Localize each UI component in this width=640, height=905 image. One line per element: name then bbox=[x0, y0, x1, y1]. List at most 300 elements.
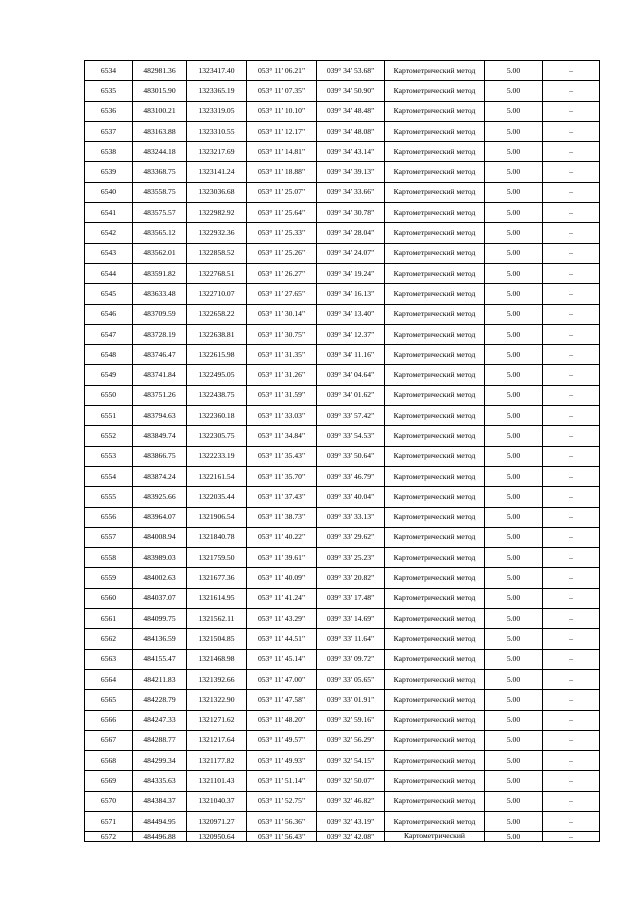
point-number-cell: 6546 bbox=[85, 304, 133, 324]
x-coordinate-cell: 483728.19 bbox=[133, 324, 187, 344]
longitude-cell: 039° 34' 28.04" bbox=[317, 223, 385, 243]
accuracy-cell: 5.00 bbox=[485, 527, 543, 547]
note-cell: – bbox=[543, 223, 600, 243]
y-coordinate-cell: 1323217.69 bbox=[187, 142, 247, 162]
latitude-cell: 053° 11' 49.57" bbox=[247, 730, 317, 750]
point-number-cell: 6552 bbox=[85, 426, 133, 446]
y-coordinate-cell: 1321562.11 bbox=[187, 609, 247, 629]
latitude-cell: 053° 11' 31.59" bbox=[247, 385, 317, 405]
y-coordinate-cell: 1322615.98 bbox=[187, 345, 247, 365]
y-coordinate-cell: 1323141.24 bbox=[187, 162, 247, 182]
accuracy-cell: 5.00 bbox=[485, 426, 543, 446]
note-cell: – bbox=[543, 142, 600, 162]
x-coordinate-cell: 483565.12 bbox=[133, 223, 187, 243]
method-cell: Картометрический метод bbox=[385, 162, 485, 182]
point-number-cell: 6567 bbox=[85, 730, 133, 750]
note-cell: – bbox=[543, 365, 600, 385]
y-coordinate-cell: 1322305.75 bbox=[187, 426, 247, 446]
point-number-cell: 6540 bbox=[85, 182, 133, 202]
table-row bbox=[85, 263, 600, 283]
accuracy-cell: 5.00 bbox=[485, 61, 543, 81]
point-number-cell: 6571 bbox=[85, 811, 133, 831]
table-row bbox=[85, 669, 600, 689]
table-row bbox=[85, 730, 600, 750]
note-cell: – bbox=[543, 466, 600, 486]
method-cell: Картометрический метод bbox=[385, 203, 485, 223]
method-cell: Картометрический метод bbox=[385, 568, 485, 588]
accuracy-cell: 5.00 bbox=[485, 243, 543, 263]
longitude-cell: 039° 34' 50.90" bbox=[317, 81, 385, 101]
point-number-cell: 6556 bbox=[85, 507, 133, 527]
y-coordinate-cell: 1321217.64 bbox=[187, 730, 247, 750]
note-cell: – bbox=[543, 385, 600, 405]
point-number-cell: 6572 bbox=[85, 832, 133, 842]
x-coordinate-cell: 483849.74 bbox=[133, 426, 187, 446]
longitude-cell: 039° 34' 12.37" bbox=[317, 324, 385, 344]
accuracy-cell: 5.00 bbox=[485, 832, 543, 842]
accuracy-cell: 5.00 bbox=[485, 791, 543, 811]
x-coordinate-cell: 483558.75 bbox=[133, 182, 187, 202]
accuracy-cell: 5.00 bbox=[485, 365, 543, 385]
note-cell: – bbox=[543, 832, 600, 842]
table-row bbox=[85, 588, 600, 608]
longitude-cell: 039° 34' 16.13" bbox=[317, 284, 385, 304]
note-cell: – bbox=[543, 426, 600, 446]
point-number-cell: 6536 bbox=[85, 101, 133, 121]
latitude-cell: 053° 11' 25.33" bbox=[247, 223, 317, 243]
point-number-cell: 6559 bbox=[85, 568, 133, 588]
latitude-cell: 053° 11' 27.65" bbox=[247, 284, 317, 304]
accuracy-cell: 5.00 bbox=[485, 568, 543, 588]
table-row bbox=[85, 791, 600, 811]
method-cell: Картометрический метод bbox=[385, 243, 485, 263]
table-row bbox=[85, 446, 600, 466]
point-number-cell: 6566 bbox=[85, 710, 133, 730]
x-coordinate-cell: 484211.83 bbox=[133, 669, 187, 689]
latitude-cell: 053° 11' 10.10" bbox=[247, 101, 317, 121]
y-coordinate-cell: 1321614.95 bbox=[187, 588, 247, 608]
note-cell: – bbox=[543, 162, 600, 182]
table-row bbox=[85, 426, 600, 446]
accuracy-cell: 5.00 bbox=[485, 385, 543, 405]
y-coordinate-cell: 1322233.19 bbox=[187, 446, 247, 466]
note-cell: – bbox=[543, 751, 600, 771]
table-row bbox=[85, 81, 600, 101]
note-cell: – bbox=[543, 487, 600, 507]
accuracy-cell: 5.00 bbox=[485, 446, 543, 466]
accuracy-cell: 5.00 bbox=[485, 101, 543, 121]
note-cell: – bbox=[543, 81, 600, 101]
table-row bbox=[85, 121, 600, 141]
y-coordinate-cell: 1322360.18 bbox=[187, 406, 247, 426]
method-cell: Картометрический метод bbox=[385, 629, 485, 649]
x-coordinate-cell: 483925.66 bbox=[133, 487, 187, 507]
latitude-cell: 053° 11' 49.93" bbox=[247, 751, 317, 771]
table-row bbox=[85, 243, 600, 263]
method-cell: Картометрический метод bbox=[385, 771, 485, 791]
longitude-cell: 039° 34' 43.14" bbox=[317, 142, 385, 162]
longitude-cell: 039° 34' 01.62" bbox=[317, 385, 385, 405]
longitude-cell: 039° 33' 54.53" bbox=[317, 426, 385, 446]
latitude-cell: 053° 11' 31.26" bbox=[247, 365, 317, 385]
longitude-cell: 039° 33' 46.79" bbox=[317, 466, 385, 486]
accuracy-cell: 5.00 bbox=[485, 81, 543, 101]
latitude-cell: 053° 11' 26.27" bbox=[247, 263, 317, 283]
method-cell: Картометрический метод bbox=[385, 284, 485, 304]
accuracy-cell: 5.00 bbox=[485, 548, 543, 568]
y-coordinate-cell: 1321759.50 bbox=[187, 548, 247, 568]
table-row bbox=[85, 568, 600, 588]
accuracy-cell: 5.00 bbox=[485, 751, 543, 771]
accuracy-cell: 5.00 bbox=[485, 690, 543, 710]
x-coordinate-cell: 483244.18 bbox=[133, 142, 187, 162]
note-cell: – bbox=[543, 690, 600, 710]
y-coordinate-cell: 1321040.37 bbox=[187, 791, 247, 811]
y-coordinate-cell: 1322161.54 bbox=[187, 466, 247, 486]
point-number-cell: 6550 bbox=[85, 385, 133, 405]
latitude-cell: 053° 11' 06.21" bbox=[247, 61, 317, 81]
point-number-cell: 6560 bbox=[85, 588, 133, 608]
x-coordinate-cell: 484136.59 bbox=[133, 629, 187, 649]
y-coordinate-cell: 1322495.05 bbox=[187, 365, 247, 385]
method-cell: Картометрический метод bbox=[385, 61, 485, 81]
point-number-cell: 6543 bbox=[85, 243, 133, 263]
x-coordinate-cell: 484299.34 bbox=[133, 751, 187, 771]
y-coordinate-cell: 1321677.36 bbox=[187, 568, 247, 588]
longitude-cell: 039° 33' 17.48" bbox=[317, 588, 385, 608]
point-number-cell: 6544 bbox=[85, 263, 133, 283]
method-cell: Картометрический метод bbox=[385, 588, 485, 608]
table-row bbox=[85, 548, 600, 568]
point-number-cell: 6561 bbox=[85, 609, 133, 629]
method-cell: Картометрический метод bbox=[385, 446, 485, 466]
point-number-cell: 6562 bbox=[85, 629, 133, 649]
y-coordinate-cell: 1322768.51 bbox=[187, 263, 247, 283]
latitude-cell: 053° 11' 33.03" bbox=[247, 406, 317, 426]
x-coordinate-cell: 484155.47 bbox=[133, 649, 187, 669]
y-coordinate-cell: 1323310.55 bbox=[187, 121, 247, 141]
accuracy-cell: 5.00 bbox=[485, 142, 543, 162]
method-cell: Картометрический метод bbox=[385, 507, 485, 527]
table-row bbox=[85, 811, 600, 831]
method-cell: Картометрический bbox=[385, 832, 485, 842]
point-number-cell: 6555 bbox=[85, 487, 133, 507]
y-coordinate-cell: 1321322.90 bbox=[187, 690, 247, 710]
x-coordinate-cell: 483874.24 bbox=[133, 466, 187, 486]
point-number-cell: 6547 bbox=[85, 324, 133, 344]
table-row bbox=[85, 223, 600, 243]
y-coordinate-cell: 1321101.43 bbox=[187, 771, 247, 791]
longitude-cell: 039° 33' 01.91" bbox=[317, 690, 385, 710]
point-number-cell: 6565 bbox=[85, 690, 133, 710]
latitude-cell: 053° 11' 48.20" bbox=[247, 710, 317, 730]
accuracy-cell: 5.00 bbox=[485, 466, 543, 486]
note-cell: – bbox=[543, 548, 600, 568]
longitude-cell: 039° 33' 57.42" bbox=[317, 406, 385, 426]
latitude-cell: 053° 11' 45.14" bbox=[247, 649, 317, 669]
note-cell: – bbox=[543, 811, 600, 831]
table-row bbox=[85, 527, 600, 547]
note-cell: – bbox=[543, 791, 600, 811]
point-number-cell: 6535 bbox=[85, 81, 133, 101]
table-row bbox=[85, 182, 600, 202]
latitude-cell: 053° 11' 47.58" bbox=[247, 690, 317, 710]
y-coordinate-cell: 1322710.07 bbox=[187, 284, 247, 304]
point-number-cell: 6545 bbox=[85, 284, 133, 304]
method-cell: Картометрический метод bbox=[385, 263, 485, 283]
table-row bbox=[85, 142, 600, 162]
point-number-cell: 6558 bbox=[85, 548, 133, 568]
coordinates-table bbox=[84, 60, 600, 842]
latitude-cell: 053° 11' 37.43" bbox=[247, 487, 317, 507]
table-row bbox=[85, 751, 600, 771]
y-coordinate-cell: 1322035.44 bbox=[187, 487, 247, 507]
accuracy-cell: 5.00 bbox=[485, 487, 543, 507]
x-coordinate-cell: 484247.33 bbox=[133, 710, 187, 730]
table-row bbox=[85, 304, 600, 324]
method-cell: Картометрический метод bbox=[385, 487, 485, 507]
method-cell: Картометрический метод bbox=[385, 304, 485, 324]
point-number-cell: 6557 bbox=[85, 527, 133, 547]
method-cell: Картометрический метод bbox=[385, 548, 485, 568]
accuracy-cell: 5.00 bbox=[485, 771, 543, 791]
y-coordinate-cell: 1323036.68 bbox=[187, 182, 247, 202]
note-cell: – bbox=[543, 304, 600, 324]
note-cell: – bbox=[543, 182, 600, 202]
table-body bbox=[85, 61, 600, 842]
y-coordinate-cell: 1320971.27 bbox=[187, 811, 247, 831]
longitude-cell: 039° 32' 50.07" bbox=[317, 771, 385, 791]
method-cell: Картометрический метод bbox=[385, 710, 485, 730]
latitude-cell: 053° 11' 30.75" bbox=[247, 324, 317, 344]
point-number-cell: 6551 bbox=[85, 406, 133, 426]
x-coordinate-cell: 483633.48 bbox=[133, 284, 187, 304]
latitude-cell: 053° 11' 38.73" bbox=[247, 507, 317, 527]
longitude-cell: 039° 34' 11.16" bbox=[317, 345, 385, 365]
y-coordinate-cell: 1323365.19 bbox=[187, 81, 247, 101]
method-cell: Картометрический метод bbox=[385, 365, 485, 385]
y-coordinate-cell: 1321840.78 bbox=[187, 527, 247, 547]
longitude-cell: 039° 34' 48.08" bbox=[317, 121, 385, 141]
accuracy-cell: 5.00 bbox=[485, 263, 543, 283]
y-coordinate-cell: 1321177.82 bbox=[187, 751, 247, 771]
x-coordinate-cell: 483751.26 bbox=[133, 385, 187, 405]
point-number-cell: 6549 bbox=[85, 365, 133, 385]
accuracy-cell: 5.00 bbox=[485, 203, 543, 223]
longitude-cell: 039° 33' 50.64" bbox=[317, 446, 385, 466]
x-coordinate-cell: 484288.77 bbox=[133, 730, 187, 750]
y-coordinate-cell: 1323417.40 bbox=[187, 61, 247, 81]
table-row bbox=[85, 649, 600, 669]
accuracy-cell: 5.00 bbox=[485, 284, 543, 304]
latitude-cell: 053° 11' 25.26" bbox=[247, 243, 317, 263]
note-cell: – bbox=[543, 568, 600, 588]
x-coordinate-cell: 484037.07 bbox=[133, 588, 187, 608]
latitude-cell: 053° 11' 25.07" bbox=[247, 182, 317, 202]
latitude-cell: 053° 11' 52.75" bbox=[247, 791, 317, 811]
table-row bbox=[85, 324, 600, 344]
table-row bbox=[85, 284, 600, 304]
accuracy-cell: 5.00 bbox=[485, 345, 543, 365]
table-row bbox=[85, 345, 600, 365]
longitude-cell: 039° 34' 53.68" bbox=[317, 61, 385, 81]
note-cell: – bbox=[543, 101, 600, 121]
y-coordinate-cell: 1321392.66 bbox=[187, 669, 247, 689]
note-cell: – bbox=[543, 446, 600, 466]
point-number-cell: 6568 bbox=[85, 751, 133, 771]
x-coordinate-cell: 484335.63 bbox=[133, 771, 187, 791]
longitude-cell: 039° 32' 43.19" bbox=[317, 811, 385, 831]
note-cell: – bbox=[543, 710, 600, 730]
accuracy-cell: 5.00 bbox=[485, 121, 543, 141]
note-cell: – bbox=[543, 771, 600, 791]
x-coordinate-cell: 483591.82 bbox=[133, 263, 187, 283]
latitude-cell: 053° 11' 34.84" bbox=[247, 426, 317, 446]
latitude-cell: 053° 11' 40.09" bbox=[247, 568, 317, 588]
accuracy-cell: 5.00 bbox=[485, 507, 543, 527]
table-row bbox=[85, 690, 600, 710]
point-number-cell: 6541 bbox=[85, 203, 133, 223]
latitude-cell: 053° 11' 25.64" bbox=[247, 203, 317, 223]
accuracy-cell: 5.00 bbox=[485, 730, 543, 750]
method-cell: Картометрический метод bbox=[385, 730, 485, 750]
note-cell: – bbox=[543, 263, 600, 283]
table-row bbox=[85, 487, 600, 507]
latitude-cell: 053° 11' 39.61" bbox=[247, 548, 317, 568]
x-coordinate-cell: 483741.84 bbox=[133, 365, 187, 385]
latitude-cell: 053° 11' 07.35" bbox=[247, 81, 317, 101]
longitude-cell: 039° 33' 11.64" bbox=[317, 629, 385, 649]
x-coordinate-cell: 483794.63 bbox=[133, 406, 187, 426]
longitude-cell: 039° 34' 13.40" bbox=[317, 304, 385, 324]
longitude-cell: 039° 32' 54.15" bbox=[317, 751, 385, 771]
accuracy-cell: 5.00 bbox=[485, 669, 543, 689]
latitude-cell: 053° 11' 56.43" bbox=[247, 832, 317, 842]
latitude-cell: 053° 11' 18.88" bbox=[247, 162, 317, 182]
x-coordinate-cell: 484384.37 bbox=[133, 791, 187, 811]
latitude-cell: 053° 11' 47.00" bbox=[247, 669, 317, 689]
note-cell: – bbox=[543, 649, 600, 669]
note-cell: – bbox=[543, 243, 600, 263]
accuracy-cell: 5.00 bbox=[485, 609, 543, 629]
table-row bbox=[85, 609, 600, 629]
longitude-cell: 039° 34' 39.13" bbox=[317, 162, 385, 182]
table-row bbox=[85, 507, 600, 527]
note-cell: – bbox=[543, 730, 600, 750]
longitude-cell: 039° 32' 59.16" bbox=[317, 710, 385, 730]
method-cell: Картометрический метод bbox=[385, 649, 485, 669]
method-cell: Картометрический метод bbox=[385, 101, 485, 121]
longitude-cell: 039° 34' 48.48" bbox=[317, 101, 385, 121]
accuracy-cell: 5.00 bbox=[485, 182, 543, 202]
accuracy-cell: 5.00 bbox=[485, 223, 543, 243]
method-cell: Картометрический метод bbox=[385, 223, 485, 243]
longitude-cell: 039° 33' 20.82" bbox=[317, 568, 385, 588]
x-coordinate-cell: 483989.03 bbox=[133, 548, 187, 568]
accuracy-cell: 5.00 bbox=[485, 324, 543, 344]
latitude-cell: 053° 11' 40.22" bbox=[247, 527, 317, 547]
method-cell: Картометрический метод bbox=[385, 385, 485, 405]
method-cell: Картометрический метод bbox=[385, 121, 485, 141]
method-cell: Картометрический метод bbox=[385, 345, 485, 365]
x-coordinate-cell: 483866.75 bbox=[133, 446, 187, 466]
x-coordinate-cell: 484228.79 bbox=[133, 690, 187, 710]
y-coordinate-cell: 1323319.05 bbox=[187, 101, 247, 121]
x-coordinate-cell: 484008.94 bbox=[133, 527, 187, 547]
x-coordinate-cell: 483163.88 bbox=[133, 121, 187, 141]
y-coordinate-cell: 1321271.62 bbox=[187, 710, 247, 730]
method-cell: Картометрический метод bbox=[385, 690, 485, 710]
y-coordinate-cell: 1321504.85 bbox=[187, 629, 247, 649]
note-cell: – bbox=[543, 629, 600, 649]
method-cell: Картометрический метод bbox=[385, 811, 485, 831]
note-cell: – bbox=[543, 324, 600, 344]
latitude-cell: 053° 11' 35.43" bbox=[247, 446, 317, 466]
note-cell: – bbox=[543, 61, 600, 81]
longitude-cell: 039° 32' 42.08" bbox=[317, 832, 385, 842]
method-cell: Картометрический метод bbox=[385, 324, 485, 344]
latitude-cell: 053° 11' 41.24" bbox=[247, 588, 317, 608]
table-row bbox=[85, 385, 600, 405]
latitude-cell: 053° 11' 12.17" bbox=[247, 121, 317, 141]
coordinates-table-page bbox=[84, 60, 599, 842]
accuracy-cell: 5.00 bbox=[485, 162, 543, 182]
point-number-cell: 6548 bbox=[85, 345, 133, 365]
point-number-cell: 6542 bbox=[85, 223, 133, 243]
note-cell: – bbox=[543, 669, 600, 689]
point-number-cell: 6534 bbox=[85, 61, 133, 81]
note-cell: – bbox=[543, 406, 600, 426]
latitude-cell: 053° 11' 31.35" bbox=[247, 345, 317, 365]
x-coordinate-cell: 483746.47 bbox=[133, 345, 187, 365]
x-coordinate-cell: 483709.59 bbox=[133, 304, 187, 324]
accuracy-cell: 5.00 bbox=[485, 649, 543, 669]
method-cell: Картометрический метод bbox=[385, 81, 485, 101]
latitude-cell: 053° 11' 14.81" bbox=[247, 142, 317, 162]
x-coordinate-cell: 483964.07 bbox=[133, 507, 187, 527]
table-row bbox=[85, 466, 600, 486]
x-coordinate-cell: 484496.88 bbox=[133, 832, 187, 842]
x-coordinate-cell: 483575.57 bbox=[133, 203, 187, 223]
x-coordinate-cell: 484494.95 bbox=[133, 811, 187, 831]
x-coordinate-cell: 483562.01 bbox=[133, 243, 187, 263]
longitude-cell: 039° 33' 09.72" bbox=[317, 649, 385, 669]
table-row bbox=[85, 629, 600, 649]
longitude-cell: 039° 33' 40.04" bbox=[317, 487, 385, 507]
point-number-cell: 6569 bbox=[85, 771, 133, 791]
y-coordinate-cell: 1321906.54 bbox=[187, 507, 247, 527]
note-cell: – bbox=[543, 121, 600, 141]
note-cell: – bbox=[543, 588, 600, 608]
longitude-cell: 039° 33' 25.23" bbox=[317, 548, 385, 568]
method-cell: Картометрический метод bbox=[385, 406, 485, 426]
x-coordinate-cell: 483368.75 bbox=[133, 162, 187, 182]
method-cell: Картометрический метод bbox=[385, 426, 485, 446]
table-row bbox=[85, 365, 600, 385]
y-coordinate-cell: 1322858.52 bbox=[187, 243, 247, 263]
y-coordinate-cell: 1321468.98 bbox=[187, 649, 247, 669]
x-coordinate-cell: 484002.63 bbox=[133, 568, 187, 588]
point-number-cell: 6563 bbox=[85, 649, 133, 669]
method-cell: Картометрический метод bbox=[385, 466, 485, 486]
x-coordinate-cell: 483015.90 bbox=[133, 81, 187, 101]
note-cell: – bbox=[543, 284, 600, 304]
table-row bbox=[85, 162, 600, 182]
method-cell: Картометрический метод bbox=[385, 669, 485, 689]
method-cell: Картометрический метод bbox=[385, 527, 485, 547]
latitude-cell: 053° 11' 56.36" bbox=[247, 811, 317, 831]
latitude-cell: 053° 11' 30.14" bbox=[247, 304, 317, 324]
